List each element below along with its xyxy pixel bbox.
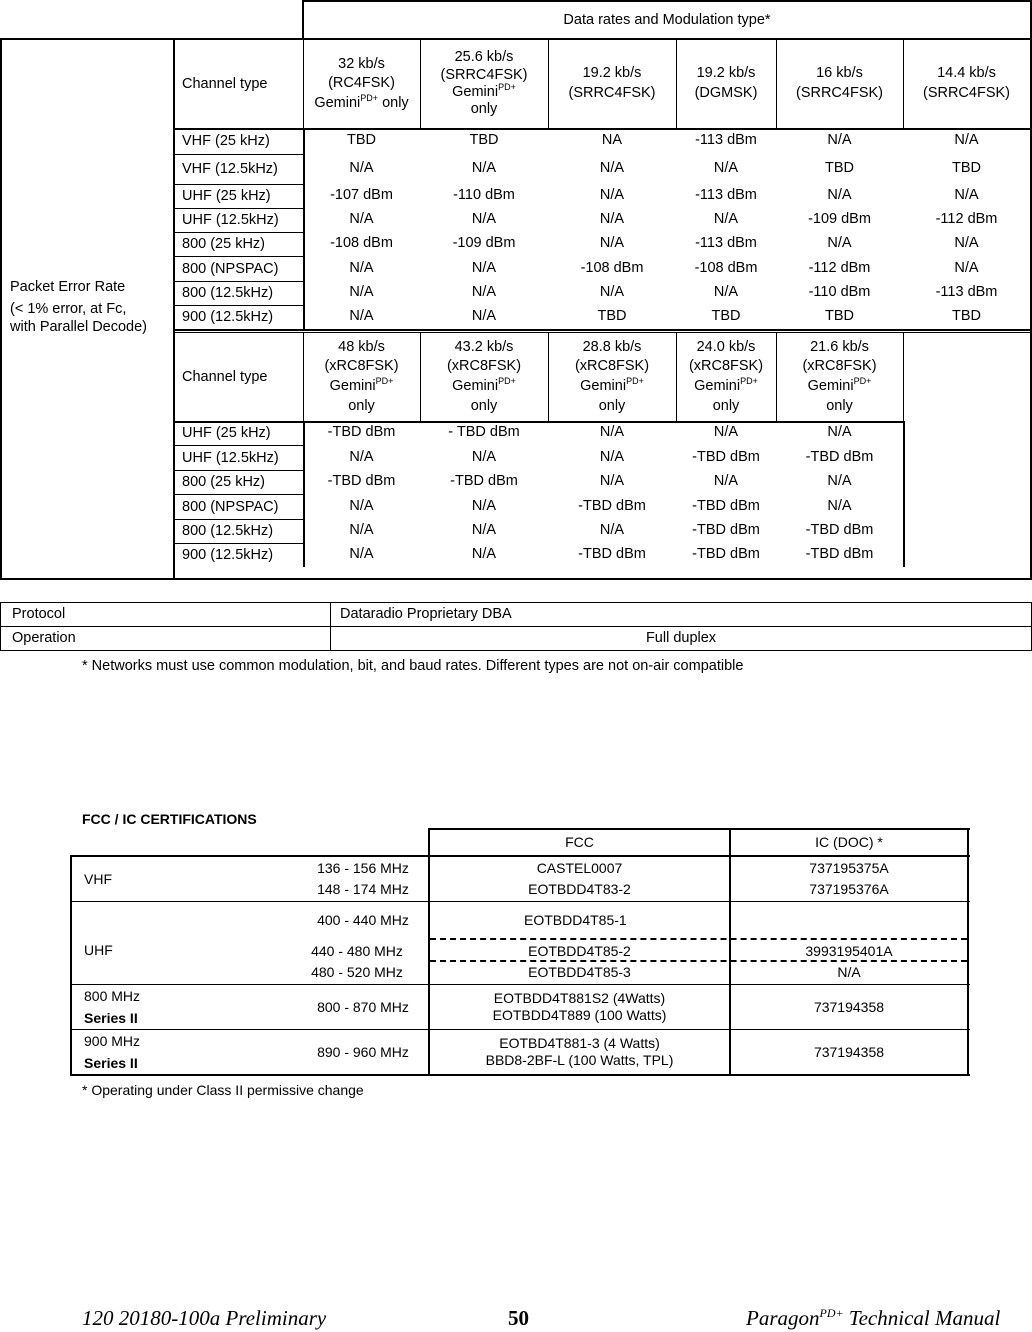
channel-type-header: Channel type — [182, 76, 268, 92]
rate-value: N/A — [827, 424, 852, 441]
rate-header: 32 kb/s (RC4FSK) Gemini$^{PD+}$ only — [314, 55, 409, 111]
uhf-freq-3: 480 - 520 MHz — [311, 964, 403, 980]
rate-value: N/A — [349, 448, 374, 465]
s800-series: Series II — [84, 1010, 138, 1026]
rate-value: -108 dBm — [694, 259, 758, 276]
rate-value: N/A — [954, 235, 979, 252]
rate-value: N/A — [827, 132, 852, 149]
channel-label: VHF (25 kHz) — [182, 133, 270, 149]
footer-manual-title: Paragon$^{PD+}$ Technical Manual — [746, 1306, 1001, 1330]
rate-value: TBD — [825, 308, 854, 325]
channel-type-header: Channel type — [182, 369, 268, 385]
rate-value: TBD — [347, 132, 376, 149]
s900-ic: 737194358 — [813, 1044, 885, 1060]
rates-header: Data rates and Modulation type* — [563, 11, 771, 28]
rate-value: N/A — [713, 424, 739, 441]
vhf-fcc-1: CASTEL0007 — [536, 860, 623, 876]
rate-value: N/A — [471, 522, 497, 539]
rate-value: TBD — [952, 308, 981, 325]
rate-value: -109 dBm — [452, 235, 516, 252]
rate-value: -109 dBm — [808, 211, 871, 228]
rate-value: N/A — [471, 308, 497, 325]
uhf-ic-2: 3993195401A — [805, 943, 893, 959]
rate-value: N/A — [349, 211, 374, 228]
rate-value: N/A — [713, 284, 739, 301]
rate-value: -113 dBm — [695, 235, 757, 252]
rate-value: -TBD dBm — [805, 546, 874, 563]
rate-value: N/A — [713, 473, 739, 490]
rate-value: TBD — [469, 132, 499, 149]
rate-value: -107 dBm — [330, 187, 393, 204]
rate-value: N/A — [599, 211, 625, 228]
rate-value: N/A — [349, 259, 374, 276]
uhf-freq-1: 400 - 440 MHz — [317, 912, 409, 928]
rate-value: N/A — [599, 522, 625, 539]
fcc-column-header: FCC — [565, 834, 594, 851]
channel-label: UHF (25 kHz) — [182, 425, 271, 441]
rate-value: -TBD dBm — [692, 522, 760, 539]
rate-value: N/A — [349, 546, 374, 563]
channel-label: 800 (NPSPAC) — [182, 498, 279, 515]
s800-ic: 737194358 — [813, 999, 885, 1015]
rate-value: TBD — [952, 160, 981, 177]
rate-value: N/A — [713, 160, 739, 177]
rate-header: 24.0 kb/s (xRC8FSK) Gemini$^{PD+}$ only — [688, 338, 764, 414]
rate-value: N/A — [954, 132, 979, 149]
rate-value: N/A — [827, 497, 852, 514]
rate-value: -108 dBm — [580, 259, 644, 276]
rate-value: TBD — [825, 160, 854, 177]
s800-fcc: EOTBDD4T881S2 (4Watts) EOTBDD4T889 (100 Watts) — [492, 990, 667, 1023]
uhf-fcc-1: EOTBDD4T85-1 — [524, 912, 627, 928]
rate-value: -TBD dBm — [692, 497, 760, 514]
channel-label: 800 (NPSPAC) — [182, 260, 279, 277]
class-ii-note: * Operating under Class II permissive change — [82, 1082, 364, 1098]
rate-value: -108 dBm — [330, 235, 393, 252]
fcc-title: FCC / IC CERTIFICATIONS — [82, 811, 257, 827]
page-number: 50 — [508, 1306, 529, 1330]
rate-value: N/A — [471, 259, 497, 276]
rate-value: -TBD dBm — [692, 448, 760, 465]
rate-value: N/A — [599, 187, 625, 204]
rate-value: -110 dBm — [453, 187, 515, 204]
channel-label: 900 (12.5kHz) — [182, 309, 274, 325]
rate-value: N/A — [471, 160, 497, 177]
protocol-value: Dataradio Proprietary DBA — [340, 606, 512, 622]
channel-label: UHF (12.5kHz) — [182, 449, 279, 466]
rate-value: N/A — [349, 160, 374, 177]
rate-value: N/A — [599, 284, 625, 301]
channel-label: 900 (12.5kHz) — [182, 547, 274, 563]
rate-value: -112 dBm — [808, 259, 871, 276]
vhf-freq-1: 136 - 156 MHz — [317, 860, 409, 876]
rate-value: N/A — [713, 211, 739, 228]
rate-value: NA — [601, 132, 623, 149]
rate-header: 14.4 kb/s (SRRC4FSK) — [922, 65, 1010, 101]
uhf-label: UHF — [84, 942, 113, 958]
s900-fcc: EOTBD4T881-3 (4 Watts) BBD8-2BF-L (100 Watts, TPL) — [485, 1035, 674, 1068]
rate-value: N/A — [349, 308, 374, 325]
rate-value: N/A — [599, 235, 625, 252]
rate-value: N/A — [827, 235, 852, 252]
rate-value: N/A — [471, 284, 497, 301]
channel-label: 800 (25 kHz) — [182, 236, 266, 252]
rate-value: -113 dBm — [935, 284, 998, 301]
channel-label: 800 (25 kHz) — [182, 474, 266, 490]
operation-label: Operation — [12, 630, 76, 646]
vhf-freq-2: 148 - 174 MHz — [317, 881, 409, 897]
rate-header: 48 kb/s (xRC8FSK) Gemini$^{PD+}$ only — [324, 338, 399, 414]
uhf-fcc-3: EOTBDD4T85-3 — [528, 964, 631, 980]
rate-value: N/A — [954, 187, 979, 204]
vhf-fcc-2: EOTBDD4T83-2 — [528, 881, 631, 897]
channel-label: VHF (12.5kHz) — [182, 161, 278, 177]
rate-value: N/A — [599, 424, 625, 441]
rate-value: N/A — [471, 546, 497, 563]
channel-label: UHF (12.5kHz) — [182, 212, 279, 228]
uhf-ic-3: N/A — [837, 964, 861, 980]
vhf-ic-1: 737195375A — [809, 860, 889, 876]
rate-value: N/A — [471, 497, 497, 514]
rate-value: N/A — [827, 473, 852, 490]
vhf-ic-2: 737195376A — [809, 881, 889, 897]
ic-column-header: IC (DOC) * — [815, 834, 883, 851]
rate-value: N/A — [471, 211, 497, 228]
rate-value: -110 dBm — [808, 284, 871, 301]
rate-value: N/A — [827, 187, 852, 204]
rate-header: 25.6 kb/s (SRRC4FSK) Gemini$^{PD+}$ only — [440, 49, 528, 118]
s800-freq: 800 - 870 MHz — [317, 999, 409, 1015]
modulation-note: * Networks must use common modulation, bit, and baud rates. Different types are not on-air compatible — [82, 658, 744, 674]
rate-value: TBD — [597, 308, 627, 325]
rate-value: N/A — [471, 448, 497, 465]
rate-value: -TBD dBm — [805, 448, 874, 465]
rate-value: N/A — [599, 473, 625, 490]
packet-error-rate-label: Packet Error Rate (< 1% error, at Fc, with Parallel Decode) — [10, 279, 148, 336]
rate-value: -TBD dBm — [578, 497, 646, 514]
rate-header: 19.2 kb/s (DGMSK) — [694, 65, 758, 101]
rate-value: -TBD dBm — [327, 473, 396, 490]
rate-header: 28.8 kb/s (xRC8FSK) Gemini$^{PD+}$ only — [574, 338, 650, 414]
rate-header: 21.6 kb/s (xRC8FSK) Gemini$^{PD+}$ only — [802, 338, 877, 414]
s900-label: 900 MHz — [84, 1033, 141, 1049]
channel-label: UHF (25 kHz) — [182, 188, 271, 204]
rate-header: 16 kb/s (SRRC4FSK) — [795, 65, 883, 101]
rate-value: - TBD dBm — [448, 424, 520, 441]
rate-value: -112 dBm — [935, 211, 998, 228]
s900-freq: 890 - 960 MHz — [317, 1044, 409, 1060]
rate-header: 43.2 kb/s (xRC8FSK) Gemini$^{PD+}$ only — [446, 338, 522, 414]
channel-label: 800 (12.5kHz) — [182, 523, 274, 539]
rate-value: TBD — [711, 308, 741, 325]
rate-value: N/A — [599, 160, 625, 177]
rate-value: -TBD dBm — [578, 546, 646, 563]
uhf-freq-2: 440 - 480 MHz — [311, 943, 403, 959]
s800-label: 800 MHz — [84, 988, 141, 1004]
uhf-fcc-2: EOTBDD4T85-2 — [528, 943, 631, 959]
rate-value: N/A — [349, 284, 374, 301]
protocol-label: Protocol — [12, 606, 66, 622]
vhf-label: VHF — [84, 871, 112, 887]
rate-value: N/A — [954, 259, 979, 276]
footer-doc-number: 120 20180-100a Preliminary — [82, 1306, 327, 1330]
rate-value: N/A — [349, 522, 374, 539]
channel-label: 800 (12.5kHz) — [182, 285, 274, 301]
rate-value: -TBD dBm — [450, 473, 518, 490]
rate-header: 19.2 kb/s (SRRC4FSK) — [568, 65, 656, 101]
s900-series: Series II — [84, 1055, 138, 1071]
rate-value: -TBD dBm — [327, 424, 396, 441]
rate-value: -113 dBm — [695, 187, 757, 204]
rate-value: -TBD dBm — [805, 522, 874, 539]
rate-value: -113 dBm — [695, 132, 757, 149]
rate-value: N/A — [349, 497, 374, 514]
operation-value: Full duplex — [645, 630, 717, 646]
rate-value: -TBD dBm — [692, 546, 760, 563]
rate-value: N/A — [599, 448, 625, 465]
